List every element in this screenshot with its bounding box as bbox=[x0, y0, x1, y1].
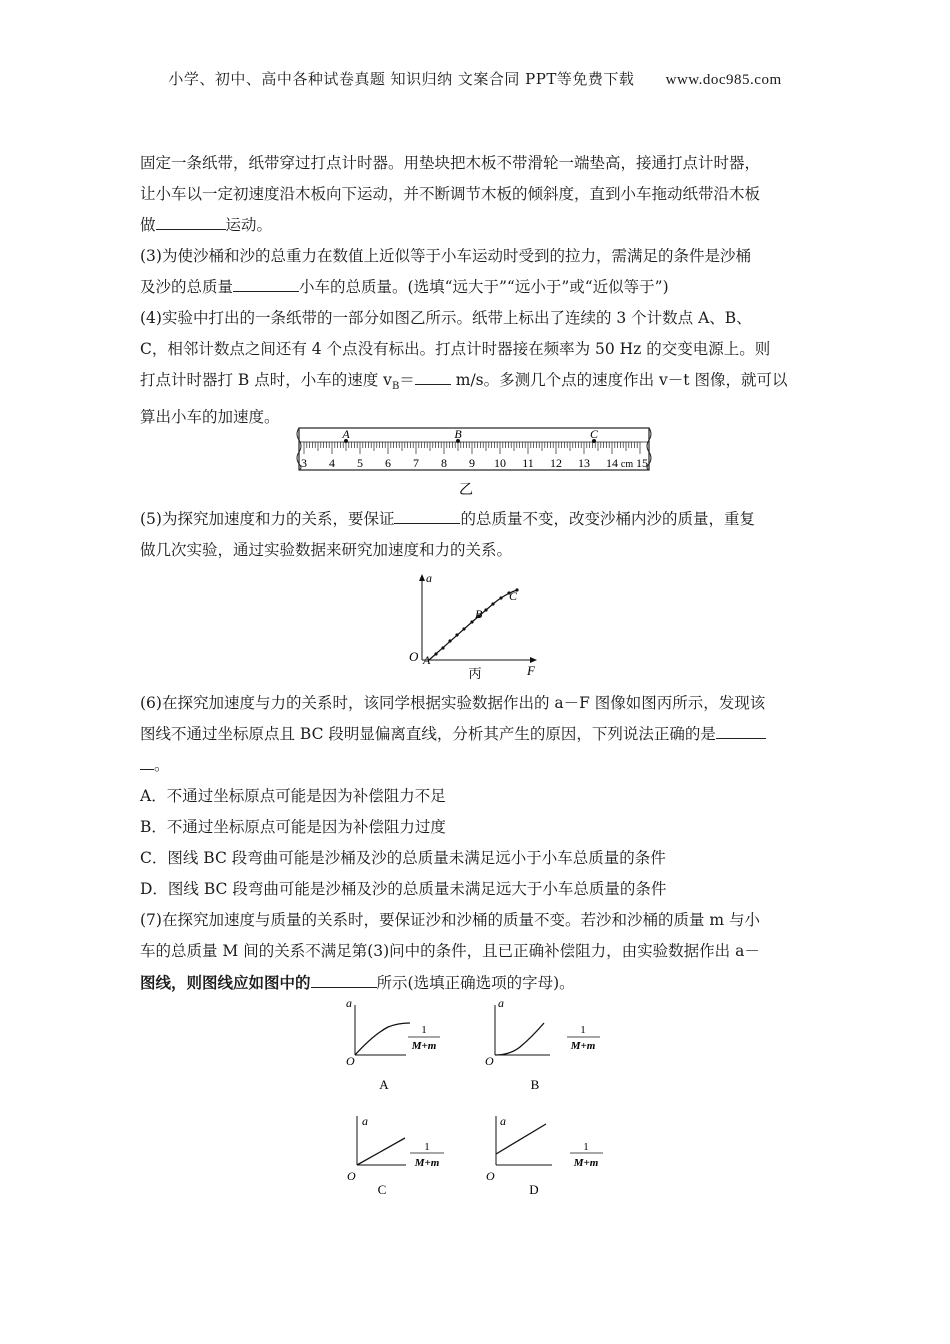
header-url: www.doc985.com bbox=[665, 72, 782, 88]
question-7 bbox=[140, 905, 812, 999]
q4-line-1: (4)实验中打出的一条纸带的一部分如图乙所示。纸带上标出了连续的 3 个计数点 A、B、 bbox=[140, 309, 752, 327]
tick-label: 15 bbox=[636, 456, 648, 470]
q4-line-4: 算出小车的加速度。 bbox=[140, 408, 280, 427]
option-b[interactable]: B．不通过坐标原点可能是因为补偿阻力过度 bbox=[140, 818, 446, 836]
x-numerator: 1 bbox=[580, 1024, 586, 1036]
graph-label: B bbox=[530, 1077, 540, 1092]
x-denominator: M+m bbox=[573, 1157, 599, 1169]
origin-label: O bbox=[346, 1054, 355, 1068]
graph-option-a bbox=[340, 995, 450, 1095]
q4-text: ＝ bbox=[399, 371, 415, 389]
q2-line-1: 固定一条纸带，纸带穿过打点计时器。用垫块把木板不带滑轮一端垫高，接通打点计时器， bbox=[140, 154, 761, 172]
q2-line-3 bbox=[140, 210, 812, 241]
q2-line-2: 让小车以一定初速度沿木板向下运动，并不断调节木板的倾斜度，直到小车拖动纸带沿木板 bbox=[140, 185, 761, 203]
tick-label: 4 bbox=[329, 456, 335, 470]
q3-line-2 bbox=[140, 272, 812, 303]
graph-label: A bbox=[379, 1077, 389, 1092]
point-label-c: C bbox=[589, 427, 599, 441]
question-3 bbox=[140, 241, 812, 303]
graph-label: C bbox=[377, 1182, 387, 1197]
y-axis-label: a bbox=[498, 996, 504, 1010]
page-header bbox=[0, 68, 950, 89]
option-a[interactable]: A．不通过坐标原点可能是因为补偿阻力不足 bbox=[140, 787, 446, 805]
q4-subscript: B bbox=[391, 381, 400, 393]
graph-curve bbox=[495, 1023, 544, 1055]
point-label-b: B bbox=[454, 427, 462, 441]
x-numerator: 1 bbox=[583, 1141, 589, 1153]
graph-option-d bbox=[482, 1110, 612, 1202]
question-4 bbox=[140, 303, 812, 433]
point-label-a: A bbox=[423, 653, 431, 667]
graph-line bbox=[357, 1138, 405, 1165]
data-point bbox=[462, 627, 465, 630]
answer-blank[interactable] bbox=[394, 509, 460, 524]
point-label-c: C bbox=[509, 589, 518, 603]
tick-label: 13 bbox=[578, 456, 590, 470]
x-numerator: 1 bbox=[424, 1141, 430, 1153]
tick-label: 3 bbox=[301, 456, 307, 470]
answer-blank[interactable] bbox=[415, 370, 451, 385]
q5-text: 的总质量不变，改变沙桶内沙的质量，重复 bbox=[460, 510, 755, 528]
x-denominator: M+m bbox=[414, 1157, 440, 1169]
point-label-b: B bbox=[475, 607, 483, 621]
question-6 bbox=[140, 688, 812, 905]
y-axis-label: a bbox=[426, 571, 432, 585]
q7-text: 图线，则图线应如图中的 bbox=[140, 973, 311, 992]
q7-line-2: 车的总质量 M 间的关系不满足第(3)问中的条件，且已正确补偿阻力，由实验数据作出 a－ bbox=[140, 942, 760, 960]
x-denominator: M+m bbox=[570, 1040, 596, 1052]
graph-option-c bbox=[342, 1110, 452, 1202]
figure-caption: 丙 bbox=[468, 666, 482, 681]
y-axis-label: a bbox=[362, 1114, 368, 1128]
q3-text: 及沙的总质量 bbox=[140, 278, 234, 296]
q5-line-1 bbox=[140, 504, 812, 535]
graph-option-b bbox=[480, 995, 610, 1095]
q3-line-1: (3)为使沙桶和沙的总重力在数值上近似等于小车运动时受到的拉力，需满足的条件是沙桶 bbox=[140, 247, 751, 265]
tick-label: 14 bbox=[606, 456, 618, 470]
header-title: 小学、初中、高中各种试卷真题 知识归纳 文案合同 PPT等免费下载 bbox=[168, 70, 635, 88]
answer-blank[interactable] bbox=[716, 724, 766, 739]
question-5 bbox=[140, 504, 812, 566]
graph-curve bbox=[355, 1023, 410, 1055]
answer-blank[interactable] bbox=[233, 277, 299, 292]
q2-continuation bbox=[140, 148, 812, 241]
q4-line-2: C，相邻计数点之间还有 4 个点没有标出。打点计时器接在频率为 50 Hz 的交变电源上。则 bbox=[140, 340, 771, 358]
x-axis-label: F bbox=[527, 663, 535, 678]
tick-label: 10 bbox=[494, 456, 506, 470]
answer-blank[interactable] bbox=[140, 755, 154, 770]
y-axis-label: a bbox=[346, 996, 352, 1010]
q2-text: 做 bbox=[140, 216, 156, 234]
origin-label: O bbox=[347, 1169, 356, 1183]
q2-text: 运动。 bbox=[225, 216, 273, 234]
q4-text: m/s。多测几个点的速度作出 v－t 图像，就可以 bbox=[455, 371, 788, 389]
q4-text: 打点计时器打 B 点时，小车的速度 v bbox=[140, 371, 392, 389]
tick-label: 6 bbox=[385, 456, 391, 470]
y-axis-arrow-icon bbox=[419, 574, 425, 581]
data-point bbox=[484, 608, 487, 611]
ruler-figure bbox=[296, 424, 656, 500]
tick-label: 8 bbox=[441, 456, 447, 470]
tick-label: 11 bbox=[522, 456, 534, 470]
origin-label: O bbox=[486, 1169, 495, 1183]
data-point bbox=[434, 652, 437, 655]
q7-text: 所示(选填正确选项的字母)。 bbox=[376, 974, 575, 992]
tick-label: 12 bbox=[550, 456, 562, 470]
tick-label: 5 bbox=[357, 456, 363, 470]
origin-label: O bbox=[485, 1054, 494, 1068]
data-point bbox=[441, 646, 444, 649]
figure-caption: 乙 bbox=[459, 483, 473, 498]
option-d[interactable]: D．图线 BC 段弯曲可能是沙桶及沙的总质量未满足远大于小车总质量的条件 bbox=[140, 880, 667, 898]
data-point bbox=[499, 596, 502, 599]
graph-curve bbox=[429, 590, 517, 660]
q6-text: 。 bbox=[154, 756, 170, 774]
point-label-a: A bbox=[342, 427, 350, 441]
q4-line-3 bbox=[140, 365, 812, 402]
a-f-graph bbox=[405, 570, 555, 685]
ruler-unit: cm bbox=[620, 459, 634, 470]
y-axis-label: a bbox=[500, 1114, 506, 1128]
x-denominator: M+m bbox=[411, 1040, 437, 1052]
q7-line-1: (7)在探究加速度与质量的关系时，要保证沙和沙桶的质量不变。若沙和沙桶的质量 m 与小 bbox=[140, 911, 761, 929]
q6-text: 图线不通过坐标原点且 BC 段明显偏离直线，分析其产生的原因，下列说法正确的是 bbox=[140, 725, 716, 743]
graph-label: D bbox=[529, 1182, 539, 1197]
answer-blank[interactable] bbox=[311, 973, 377, 988]
q6-line-1: (6)在探究加速度与力的关系时，该同学根据实验数据作出的 a－F 图像如图丙所示，发现该 bbox=[140, 694, 766, 712]
q7-line-3 bbox=[140, 967, 812, 999]
option-c[interactable]: C．图线 BC 段弯曲可能是沙桶及沙的总质量未满足远小于小车总质量的条件 bbox=[140, 849, 666, 867]
x-numerator: 1 bbox=[421, 1024, 427, 1036]
q3-text: 小车的总质量。(选填“远大于”“远小于”或“近似等于”) bbox=[299, 278, 669, 296]
tick-label: 9 bbox=[469, 456, 475, 470]
data-point-b bbox=[470, 620, 473, 623]
data-point bbox=[455, 633, 458, 636]
answer-blank[interactable] bbox=[156, 215, 226, 230]
tick-label: 7 bbox=[413, 456, 419, 470]
q5-text: (5)为探究加速度和力的关系，要保证 bbox=[140, 510, 395, 528]
data-point bbox=[491, 602, 494, 605]
q5-line-2: 做几次实验，通过实验数据来研究加速度和力的关系。 bbox=[140, 541, 513, 559]
q6-line-2 bbox=[140, 719, 812, 750]
q6-line-3 bbox=[140, 750, 812, 781]
origin-label: O bbox=[409, 649, 419, 664]
graph-line bbox=[496, 1124, 546, 1154]
data-point bbox=[448, 639, 451, 642]
